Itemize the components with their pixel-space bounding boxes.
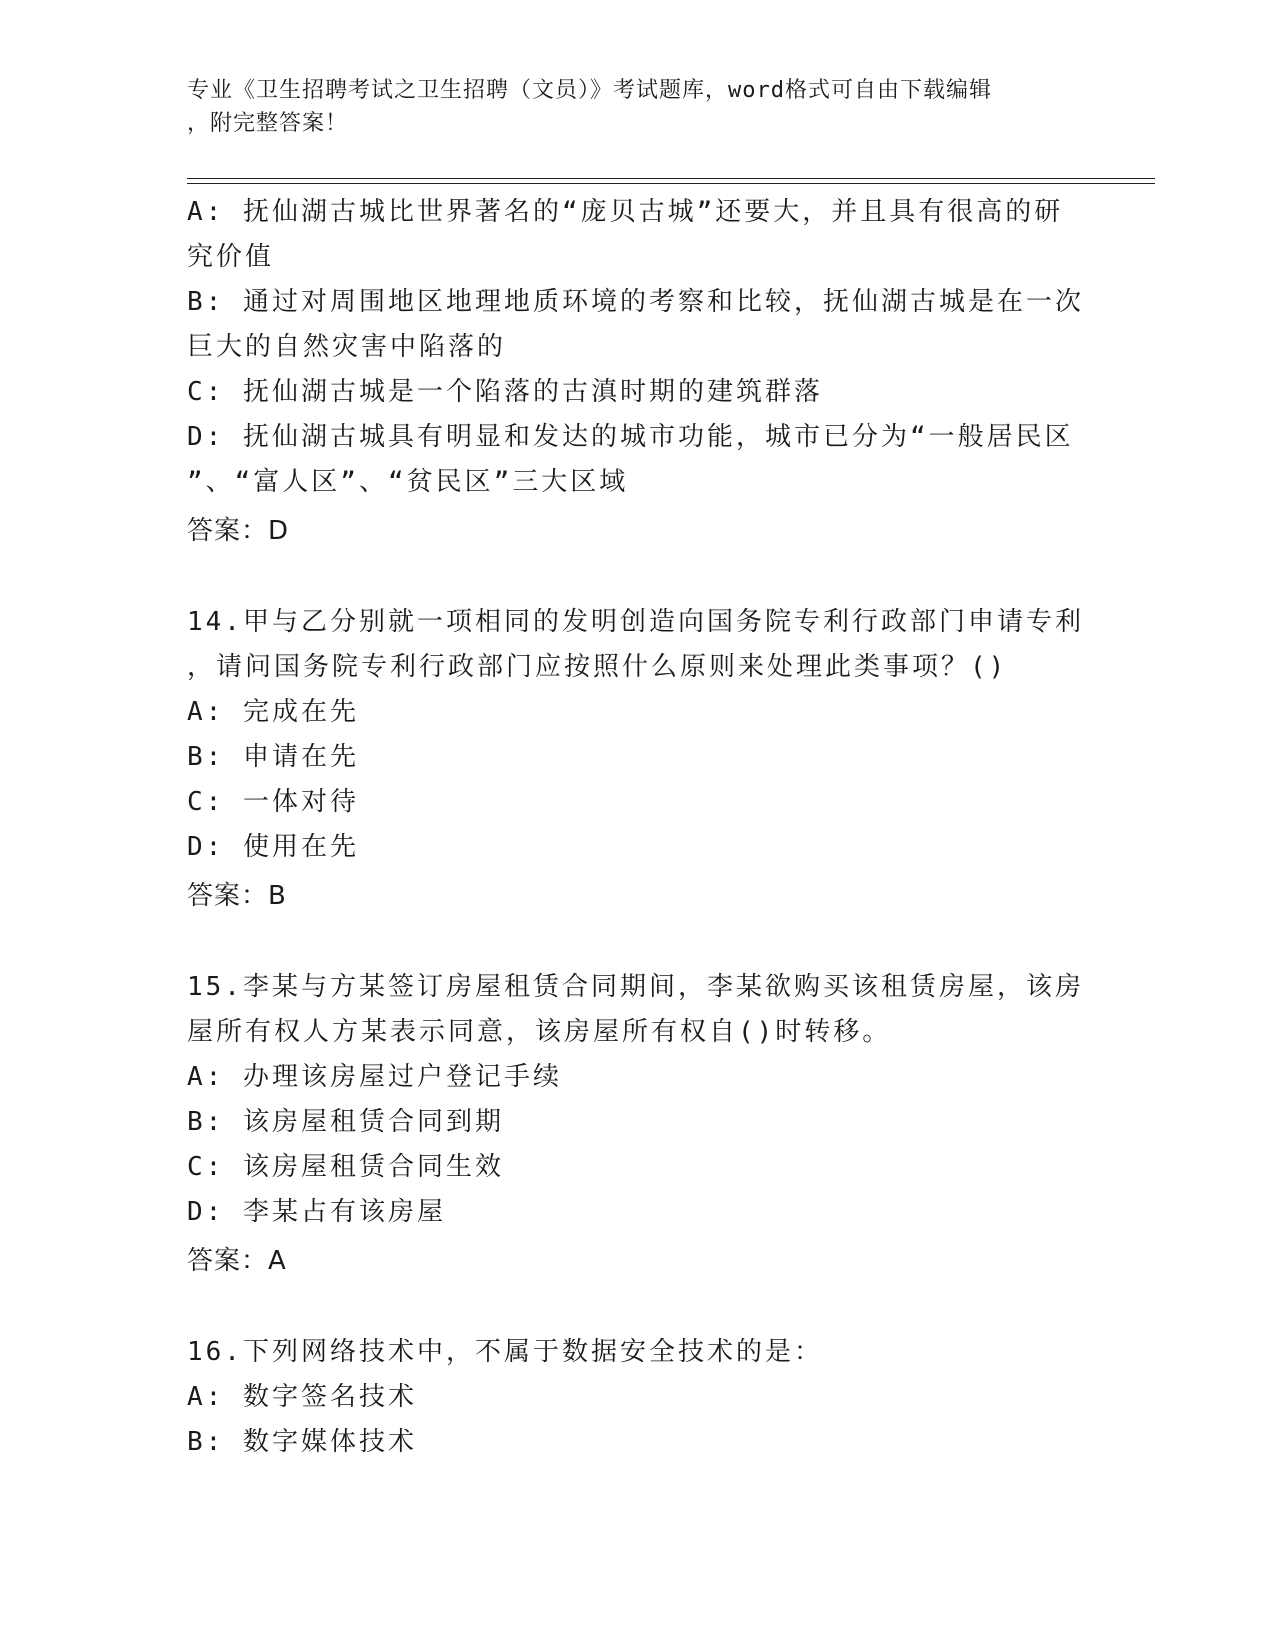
q15-question-line1: 15.李某与方某签订房屋租赁合同期间，李某欲购买该租赁房屋，该房: [187, 972, 1084, 1002]
q15-answer: 答案：A: [187, 1246, 287, 1276]
document-body: [187, 190, 1087, 1465]
header-divider-bottom: [187, 183, 1155, 184]
q16-option-b: B: 数字媒体技术: [187, 1427, 417, 1457]
q14-answer: 答案：B: [187, 881, 287, 911]
header-divider-top: [187, 178, 1155, 179]
q13-option-d-line2: ”、“富人区”、“贫民区”三大区域: [187, 467, 629, 497]
q13-option-a-line2: 究价值: [187, 242, 275, 272]
q13-option-a-line1: A: 抚仙湖古城比世界著名的“庞贝古城”还要大，并且具有很高的研: [187, 197, 1064, 227]
spacer: [187, 920, 1087, 965]
q14-option-b: B: 申请在先: [187, 742, 359, 772]
q15-question-line2: 屋所有权人方某表示同意，该房屋所有权自()时转移。: [187, 1017, 892, 1047]
q16-question-line1: 16.下列网络技术中，不属于数据安全技术的是：: [187, 1337, 823, 1367]
q14-option-c: C: 一体对待: [187, 787, 359, 817]
header-line-1: 专业《卫生招聘考试之卫生招聘（文员）》考试题库，word格式可自由下载编辑: [187, 78, 992, 103]
spacer: [187, 1285, 1087, 1330]
q13-option-b-line1: B: 通过对周围地区地理地质环境的考察和比较，抚仙湖古城是在一次: [187, 287, 1084, 317]
question-16: [187, 1330, 1087, 1465]
q13-option-c: C: 抚仙湖古城是一个陷落的古滇时期的建筑群落: [187, 377, 823, 407]
q15-option-c: C: 该房屋租赁合同生效: [187, 1152, 504, 1182]
document-header: [187, 74, 1067, 140]
q13-option-b-line2: 巨大的自然灾害中陷落的: [187, 332, 507, 362]
spacer: [187, 555, 1087, 600]
q16-option-a: A: 数字签名技术: [187, 1382, 417, 1412]
q14-option-a: A: 完成在先: [187, 697, 359, 727]
q13-answer: 答案：D: [187, 516, 290, 546]
q13-option-d-line1: D: 抚仙湖古城具有明显和发达的城市功能，城市已分为“一般居民区: [187, 422, 1074, 452]
q15-option-a: A: 办理该房屋过户登记手续: [187, 1062, 562, 1092]
q14-question-line1: 14.甲与乙分别就一项相同的发明创造向国务院专利行政部门申请专利: [187, 607, 1084, 637]
q15-option-d: D: 李某占有该房屋: [187, 1197, 446, 1227]
header-line-2: ，附完整答案！: [187, 111, 349, 136]
q14-option-d: D: 使用在先: [187, 832, 359, 862]
q14-question-line2: ，请问国务院专利行政部门应按照什么原则来处理此类事项？(): [187, 652, 1008, 682]
question-14: [187, 600, 1087, 920]
q15-option-b: B: 该房屋租赁合同到期: [187, 1107, 504, 1137]
question-13-options: [187, 190, 1087, 555]
question-15: [187, 965, 1087, 1285]
